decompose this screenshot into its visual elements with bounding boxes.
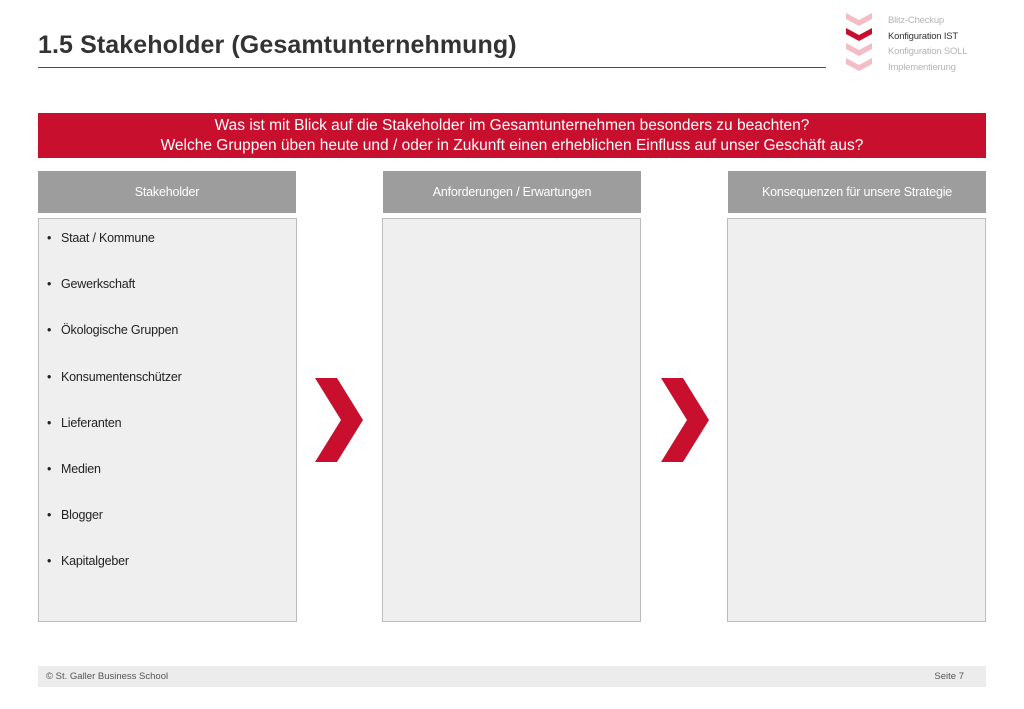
chevron-down-icon [846, 43, 872, 56]
list-item: • Lieferanten [47, 415, 122, 430]
page-title: 1.5 Stakeholder (Gesamtunternehmung) [38, 31, 517, 59]
anforderungen-panel [382, 218, 641, 622]
chevron-down-icon [846, 28, 872, 41]
column-header-anforderungen: Anforderungen / Erwartungen [383, 171, 641, 213]
list-item: • Kapitalgeber [47, 554, 129, 569]
chevron-down-icon [846, 58, 872, 71]
stakeholder-panel [38, 218, 297, 622]
process-nav-list [888, 13, 967, 76]
column-header-konsequenzen: Konsequenzen für unsere Strategie [728, 171, 986, 213]
konsequenzen-panel [727, 218, 986, 622]
nav-item-konfiguration-ist[interactable]: Konfiguration IST [888, 30, 959, 42]
list-item: • Medien [47, 461, 101, 476]
column-header-stakeholder: Stakeholder [38, 171, 296, 213]
stakeholder-list [39, 219, 296, 600]
title-divider [38, 67, 826, 68]
footer-copyright: © St. Galler Business School [46, 671, 169, 682]
chevron-right-icon [313, 378, 363, 462]
nav-item-blitz-checkup[interactable]: Blitz-Checkup [888, 15, 945, 26]
list-item: • Konsumentenschützer [47, 369, 182, 384]
banner-line-2: Welche Gruppen üben heute und / oder in Zukunft einen erheblichen Einfluss auf unser Geschäft aus? [160, 137, 864, 154]
footer-page-number: Seite 7 [934, 671, 964, 682]
footer-bar [38, 666, 986, 687]
nav-item-implementierung[interactable]: Implementierung [888, 62, 956, 74]
chevron-right-icon [659, 378, 709, 462]
list-item: • Ökologische Gruppen [47, 323, 179, 338]
process-nav-chevrons [842, 10, 876, 78]
list-item: • Gewerkschaft [47, 277, 136, 292]
list-item: • Staat / Kommune [47, 231, 155, 245]
nav-item-konfiguration-soll[interactable]: Konfiguration SOLL [888, 46, 968, 58]
banner-line-1: Was ist mit Blick auf die Stakeholder im Gesamtunternehmen besonders zu beachten? [214, 117, 810, 134]
question-banner [38, 113, 986, 158]
list-item: • Blogger [47, 508, 103, 523]
chevron-down-icon [846, 13, 872, 26]
